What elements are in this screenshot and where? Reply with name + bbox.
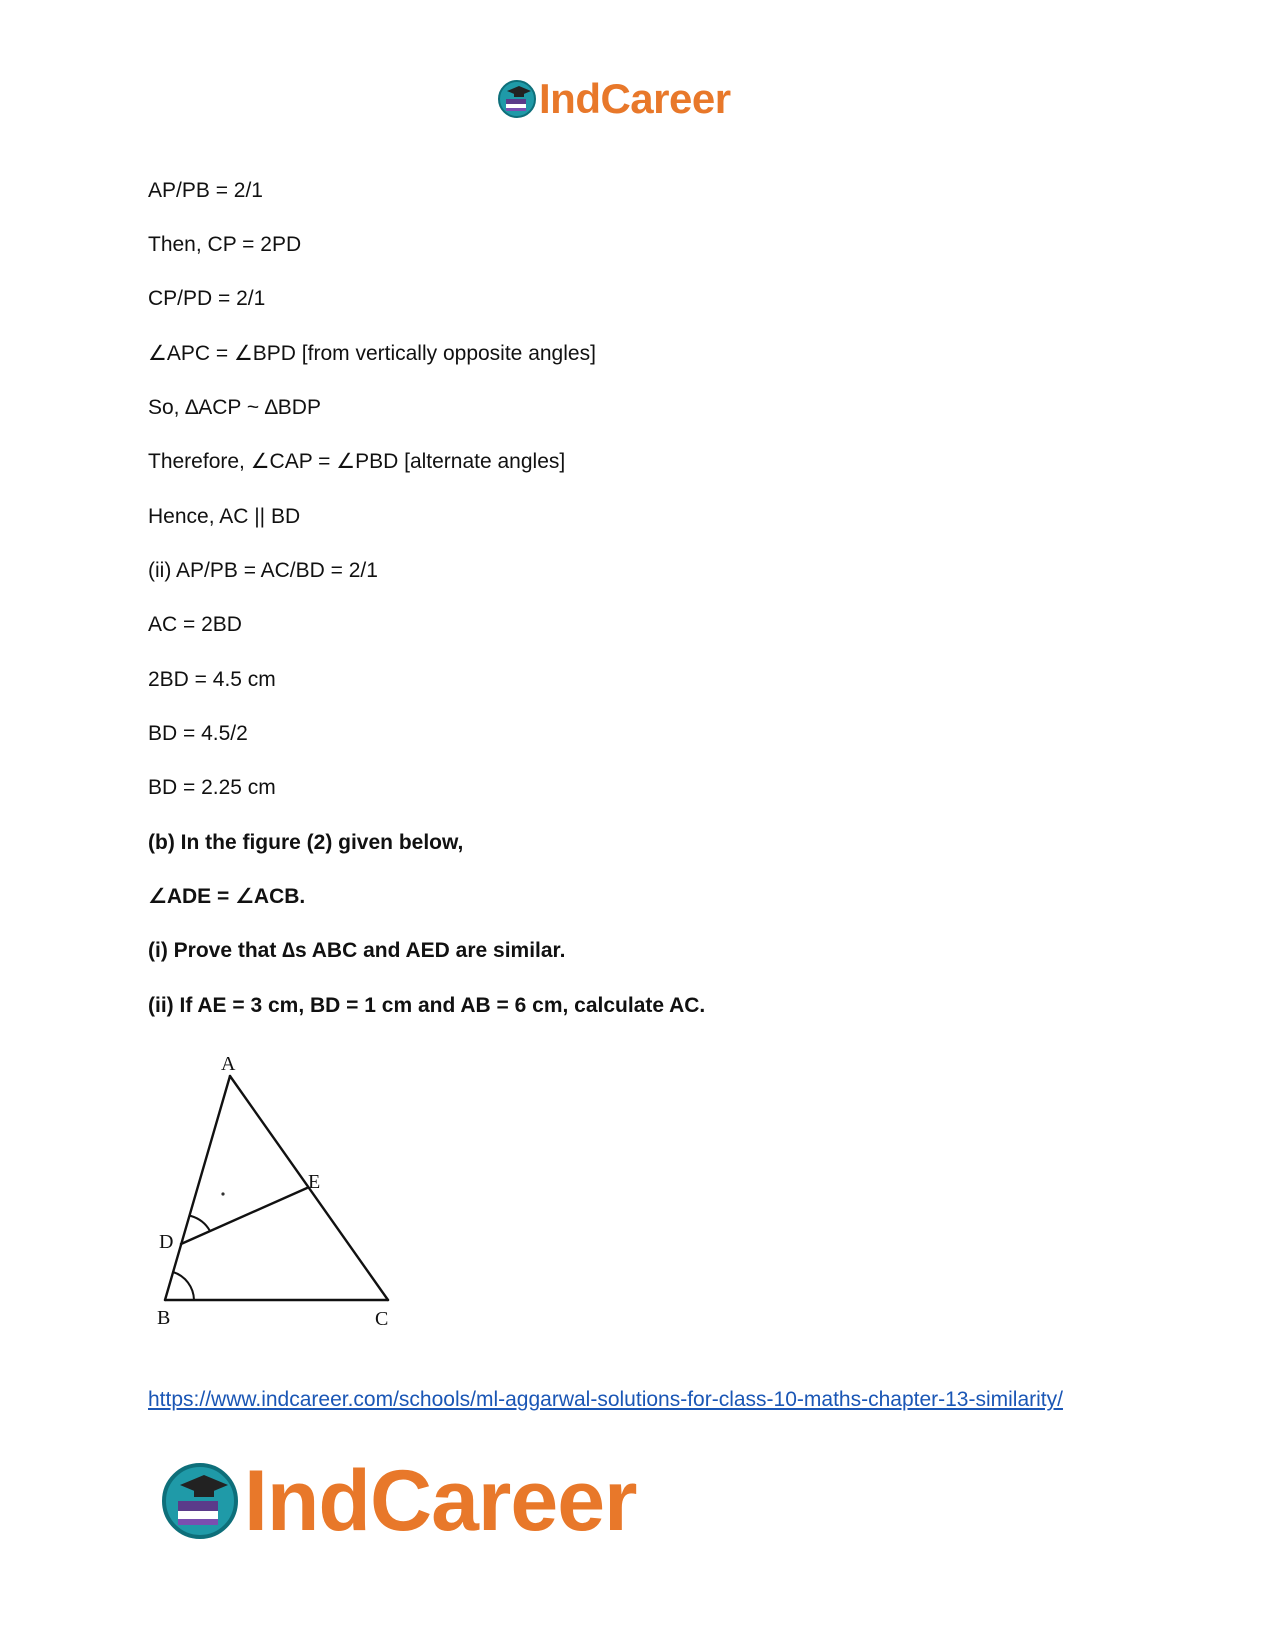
header-logo-text: IndCareer bbox=[539, 75, 731, 122]
angle-arc-d bbox=[191, 1216, 210, 1231]
question-part-i: (i) Prove that ∆s ABC and AED are similar. bbox=[148, 939, 566, 962]
vertex-label-b: B bbox=[157, 1307, 171, 1326]
question-text: ∠ADE = ∠ACB. bbox=[148, 885, 306, 908]
vertex-label-e: E bbox=[308, 1171, 321, 1193]
vertex-label-d: D bbox=[159, 1231, 174, 1253]
text-line: ∠APC = ∠BPD [from vertically opposite angles] bbox=[148, 342, 596, 365]
text-line: CP/PD = 2/1 bbox=[148, 287, 266, 310]
text-line: Hence, AC || BD bbox=[148, 505, 301, 528]
footer-logo bbox=[160, 1453, 637, 1549]
text-line: 2BD = 4.5 cm bbox=[148, 668, 276, 691]
text-line: AC = 2BD bbox=[148, 613, 242, 636]
question-part-ii: (ii) If AE = 3 cm, BD = 1 cm and AB = 6 cm, calculate AC. bbox=[148, 994, 706, 1017]
graduation-globe-icon bbox=[160, 1461, 240, 1541]
text-line: So, ∆ACP ~ ∆BDP bbox=[148, 396, 321, 419]
vertex-label-c: C bbox=[375, 1308, 389, 1326]
text-line: (ii) AP/PB = AC/BD = 2/1 bbox=[148, 559, 378, 582]
graduation-globe-icon bbox=[497, 79, 537, 119]
side-ab bbox=[165, 1076, 230, 1300]
footer-logo-text: IndCareer bbox=[244, 1453, 637, 1549]
text-line: AP/PB = 2/1 bbox=[148, 179, 263, 202]
question-heading: (b) In the figure (2) given below, bbox=[148, 831, 464, 854]
source-link[interactable]: https://www.indcareer.com/schools/ml-aggarwal-solutions-for-class-10-maths-chapter-13-similarity/ bbox=[148, 1388, 1063, 1411]
segment-de bbox=[181, 1188, 307, 1244]
text-line: BD = 4.5/2 bbox=[148, 722, 248, 745]
text-line: Therefore, ∠CAP = ∠PBD [alternate angles] bbox=[148, 450, 566, 473]
vertex-label-a: A bbox=[221, 1053, 236, 1075]
angle-arc-b bbox=[173, 1272, 194, 1300]
text-line: Then, CP = 2PD bbox=[148, 233, 302, 256]
header-logo bbox=[497, 75, 731, 122]
triangle-figure bbox=[155, 1048, 405, 1326]
text-line: BD = 2.25 cm bbox=[148, 776, 276, 799]
